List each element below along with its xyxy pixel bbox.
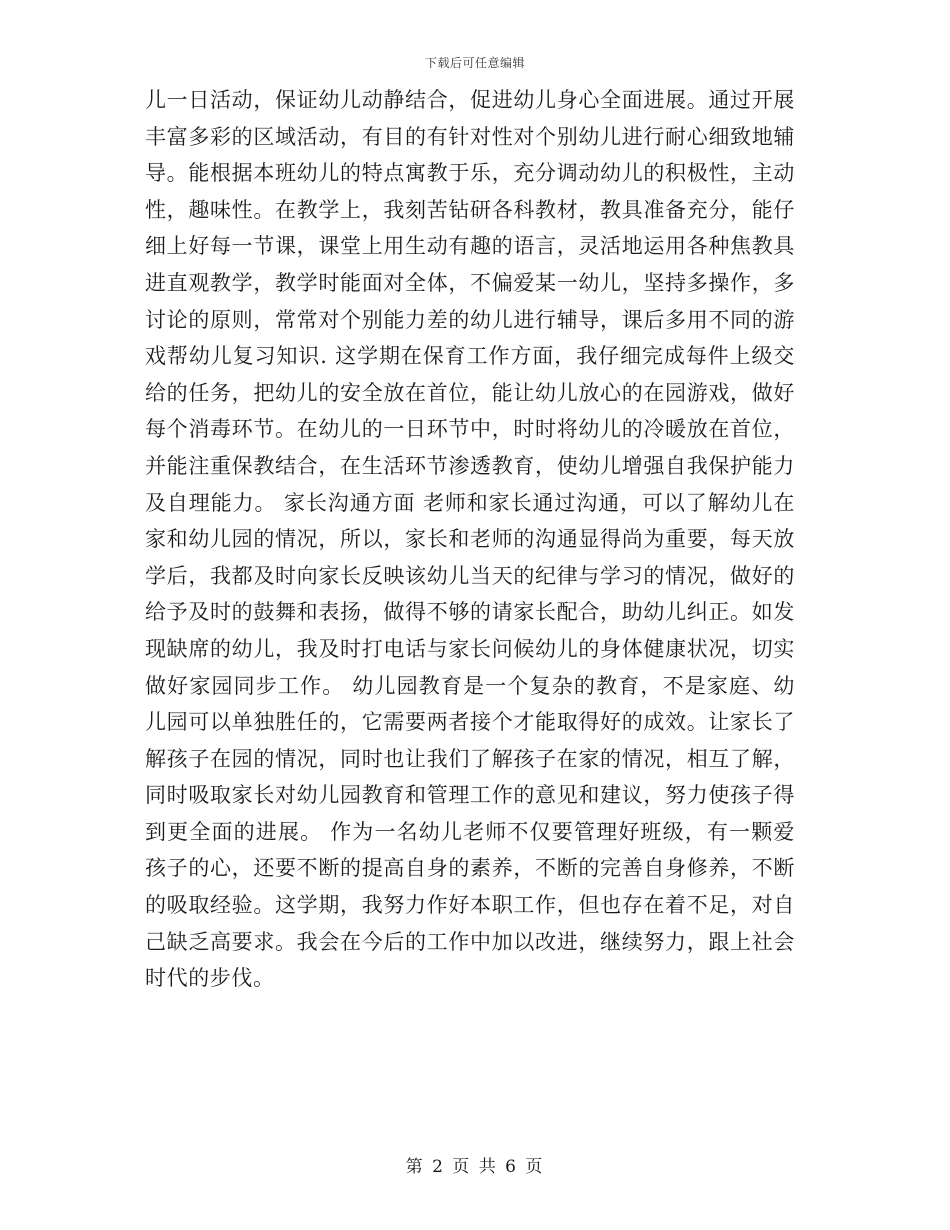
body-paragraph: 儿一日活动，保证幼儿动静结合，促进幼儿身心全面进展。通过开展丰富多彩的区域活动，有目的有针对性对个别幼儿进行耐心细致地辅导。能根据本班幼儿的特点寓教于乐，充分调动幼儿的积极性，主动性，趣味性。在教学上，我刻苦钻研各科教材，教具准备充分，能仔细上好每一节课，课堂上用生动有趣的语言，灵活地运用各种焦教具进直观教学，教学时能面对全体，不偏爱某一幼儿，坚持多操作，多讨论的原则，常常对个别能力差的幼儿进行辅导，课后多用不同的游戏帮幼儿复习知识. 这学期在保育工作方面，我仔细完成每件上级交给的任务，把幼儿的安全放在首位，能让幼儿放心的在园游戏，做好每个消毒环节。在幼儿的一日环节中，时时将幼儿的冷暖放在首位，并能注重保教结合，在生活环节渗透教育，使幼儿增强自我保护能力及自理能力。 家长沟通方面 老师和家长通过沟通，可以了解幼儿在家和幼儿园的情况，所以，家长和老师的沟通显得尚为重要，每天放学后，我都及时向家长反映该幼儿当天的纪律与学习的情况，做好的给予及时的鼓舞和表扬，做得不够的请家长配合，助幼儿纠正。如发现缺席的幼儿，我及时打电话与家长问候幼儿的身体健康状况，切实做好家园同步工作。 幼儿园教育是一个复杂的教育，不是家庭、幼儿园可以单独胜任的，它需要两者接个才能取得好的成效。让家长了解孩子在园的情况，同时也让我们了解孩子在家的情况，相互了解，同时吸取家长对幼儿园教育和管理工作的意见和建议，努力使孩子得到更全面的进展。 作为一名幼儿老师不仅要管理好班级，有一颗爱孩子的心，还要不断的提高自身的素养，不断的完善自身修养，不断的吸取经验。这学期，我努力作好本职工作，但也存在着不足，对自己缺乏高要求。我会在今后的工作中加以改进，继续努力，跟上社会时代的步伐。 (145, 88, 795, 991)
page-number-footer: 第 2 页 共 6 页 (405, 1157, 545, 1177)
page-header: 下载后可任意编辑 (424, 56, 525, 70)
